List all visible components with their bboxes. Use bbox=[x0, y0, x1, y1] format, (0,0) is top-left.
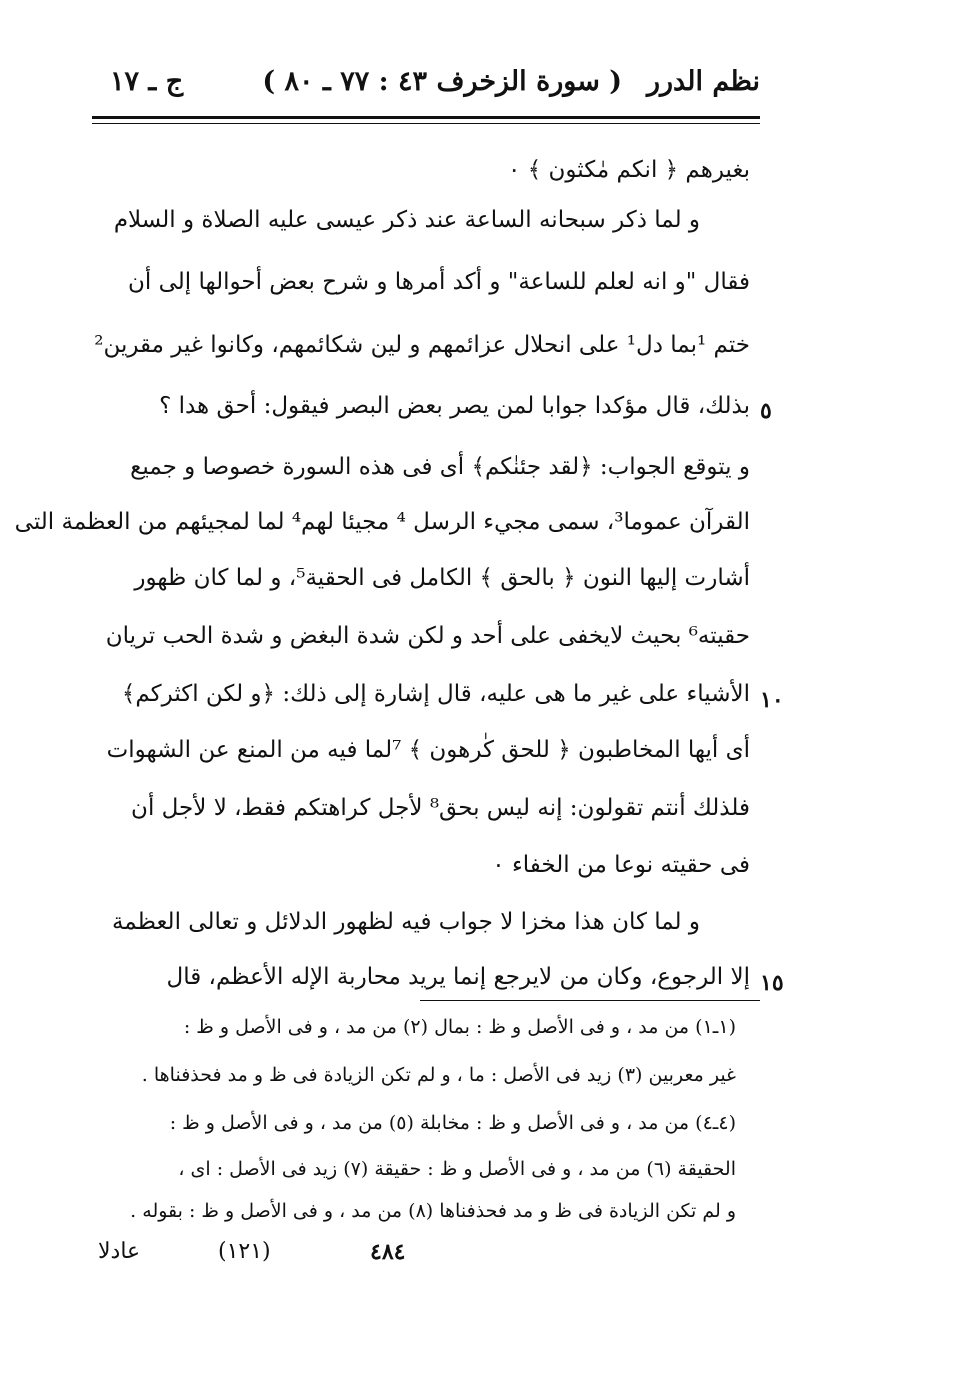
body-line-11: أى أيها المخاطبون ﴿ للحق كٰرهون ﴾ ⁷لما فيه من المنع عن الشهوات bbox=[106, 737, 750, 763]
body-line-14: و لما كان هذا مخزا لا جواب فيه لظهور الدلائل و تعالى العظمة bbox=[111, 909, 700, 935]
body-line-10: الأشياء على غير ما هى عليه، قال إشارة إلى ذلك: ﴿و لكن اكثركم﴾ bbox=[121, 681, 750, 707]
footnote-line-2: غير معربين (٣) زيد فى الأصل : ما ، و لم تكن الزيادة فى ظ و مد فحذفناها . bbox=[141, 1064, 736, 1086]
body-line-7: القرآن عموما³، سمى مجيء الرسل ⁴ مجيئا لهم⁴ لما لمجيئهم من العظمة التى bbox=[14, 509, 750, 535]
body-line-2: و لما ذكر سبحانه الساعة عند ذكر عيسى عليه الصلاة و السلام bbox=[113, 207, 700, 233]
body-line-9: حقيته⁶ بحيث لايخفى على أحد و لكن شدة البغض و شدة الحب تريان bbox=[105, 623, 750, 649]
footnote-line-1: (١ـ١) من مد ، و فى الأصل و ظ : بمال (٢) من مد ، و فى الأصل و ظ : bbox=[183, 1016, 736, 1038]
line-number-10: ١٠ bbox=[760, 687, 784, 713]
line-number-5: ٥ bbox=[760, 398, 772, 424]
header-rule bbox=[92, 116, 760, 119]
header-surah-reference: ( سورة الزخرف ٤٣ : ٧٧ ـ ٨٠ ) bbox=[262, 66, 622, 97]
body-line-13: فى حقيته نوعا من الخفاء ٠ bbox=[492, 852, 750, 878]
sheet-number: (١٢١) bbox=[218, 1239, 271, 1264]
header-book-title: نظم الدرر bbox=[646, 66, 760, 97]
body-line-1: بغيرهم ﴿ انكم مٰكثون ﴾ ٠ bbox=[508, 157, 750, 183]
body-line-5: بذلك، قال مؤكدا جوابا لمن يصر بعض البصر فيقول: أحق هدا ؟ bbox=[159, 393, 750, 419]
footnote-line-5: و لم تكن الزيادة فى ظ و مد فحذفناها (٨) من مد ، و فى الأصل و ظ : بقوله . bbox=[130, 1200, 736, 1222]
body-line-4: ختم ¹بما دل¹ على انحلال عزائمهم و لين شكائمهم، وكانوا غير مقرين² bbox=[94, 332, 750, 358]
body-line-8: أشارت إليها النون ﴿ بالحق ﴾ الكامل فى الحقية⁵، و لما كان ظهور bbox=[134, 565, 750, 591]
footnote-line-3: (٤ـ٤) من مد ، و فى الأصل و ظ : مخابلة (٥) من مد ، و فى الأصل و ظ : bbox=[169, 1112, 736, 1134]
line-number-15: ١٥ bbox=[760, 970, 784, 996]
footnote-line-4: الحقيقة (٦) من مد ، و فى الأصل و ظ : حقيقة (٧) زيد فى الأصل : اى ، bbox=[178, 1158, 736, 1180]
body-line-6: و يتوقع الجواب: ﴿لقد جئنٰكم﴾ أى فى هذه السورة خصوصا و جميع bbox=[130, 454, 750, 480]
body-line-15: إلا الرجوع، وكان من لايرجع إنما يريد محاربة الإله الأعظم، قال bbox=[166, 964, 750, 990]
footnote-rule bbox=[420, 1000, 760, 1001]
page-number: ٤٨٤ bbox=[370, 1239, 406, 1265]
header-volume: ج ـ ١٧ bbox=[110, 66, 184, 97]
body-line-12: فلذلك أنتم تقولون: إنه ليس بحق⁸ لأجل كراهتكم فقط، لا لأجل أن bbox=[131, 795, 750, 821]
body-line-3: فقال "و انه لعلم للساعة" و أكد أمرها و شرح بعض أحوالها إلى أن bbox=[128, 269, 750, 295]
header-rule-thin bbox=[92, 123, 760, 124]
catchword: عادلا bbox=[98, 1239, 141, 1264]
